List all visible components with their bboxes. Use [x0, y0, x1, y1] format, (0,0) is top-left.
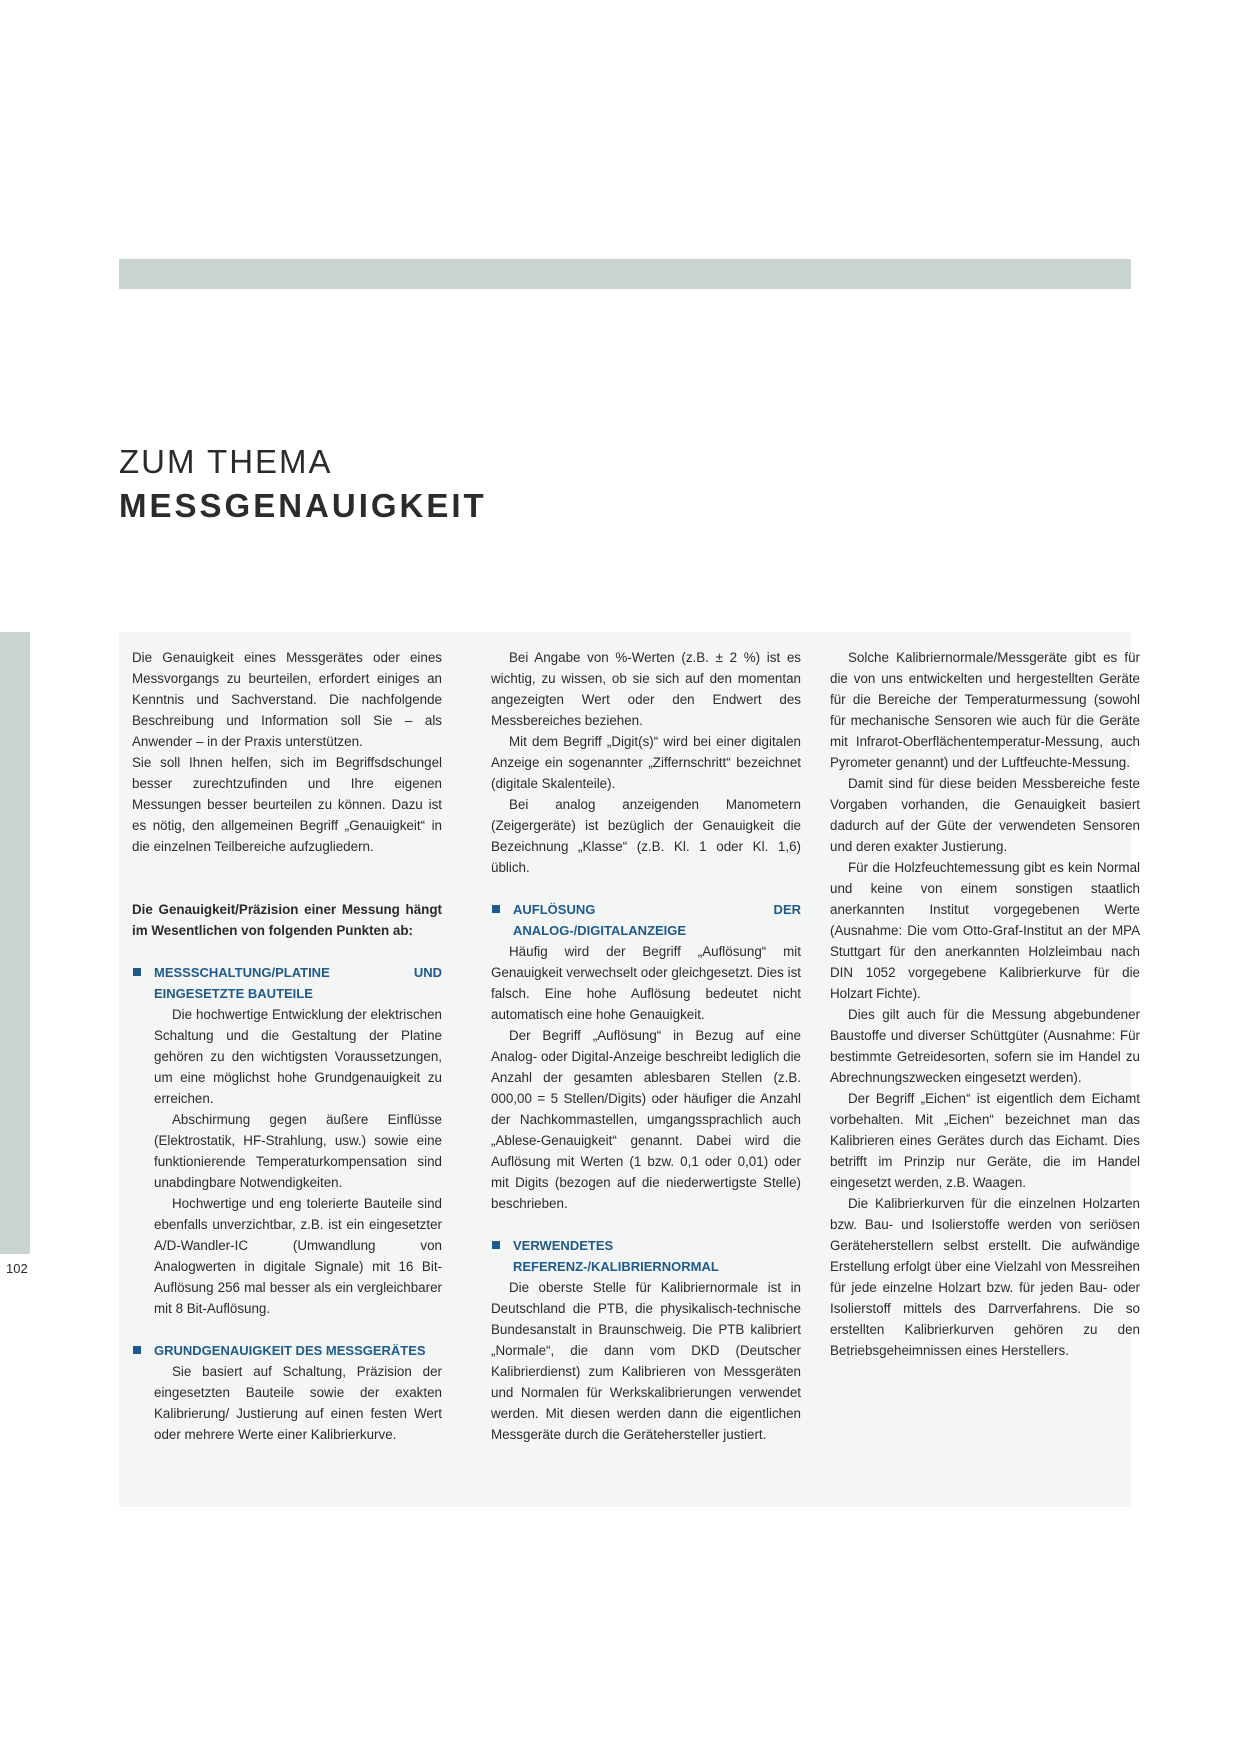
column-1 [132, 647, 442, 1445]
column-2 [491, 647, 801, 1445]
paragraph: Sie basiert auf Schaltung, Präzision der eingesetzten Bauteile sowie der exakten Kalibrierung/ Justierung auf einen festen Wert oder mehrere Werte einer Kalibrierkurve. [154, 1364, 442, 1442]
square-bullet-icon [133, 968, 141, 976]
paragraph: Die Kalibrierkurven für die einzelnen Holzarten bzw. Bau- und Isolierstoffe werden von seriösen Geräteherstellern selbst erstellt. Die aufwändige Erstellung erfolgt über eine Vielzahl von Messreihen für jede einzelne Holzart bzw. für jeden Bau- oder Isolierstoff mittels des Darrverfahrens. Die so erstellten Kalibrierkurven gehören zu den Betriebsgeheimnissen eines Herstellers. [830, 1196, 1140, 1358]
section-heading [491, 1235, 801, 1277]
section-heading [491, 899, 801, 941]
paragraph: Abschirmung gegen äußere Einflüsse (Elektrostatik, HF-Strahlung, usw.) sowie eine funktionierende Temperaturkompensation sind unabdingbare Notwendigkeiten. [154, 1112, 442, 1190]
side-accent-bar [0, 632, 30, 1254]
title-line-2: MESSGENAUIGKEIT [119, 487, 487, 524]
paragraph: Mit dem Begriff „Digit(s)“ wird bei einer digitalen Anzeige ein sogenannter „Ziffernschritt“ bezeichnet (digitale Skalenteile). [491, 734, 801, 791]
paragraph: Die oberste Stelle für Kalibriernormale ist in Deutschland die PTB, die physikalisch-technische Bundesanstalt in Braunschweig. Die PTB kalibriert „Normale“, die dann vom DKD (Deutscher Kalibrierdienst) zum Kalibrieren von Messgeräten und Normalen für Werkskalibrierungen verwendet werden. Mit diesen werden dann die eigentlichen Messgeräte durch die Gerätehersteller justiert. [491, 1280, 801, 1442]
square-bullet-icon [133, 1346, 141, 1354]
paragraph: Bei Angabe von %-Werten (z.B. ± 2 %) ist es wichtig, zu wissen, ob sie sich auf den momentan angezeigten Wert oder den Endwert des Messbereiches beziehen. [491, 650, 801, 728]
page-title [119, 440, 487, 528]
section-heading-text: VERWENDETES REFERENZ-/KALIBRIERNORMAL [513, 1238, 719, 1274]
section-heading [132, 1340, 442, 1361]
paragraph: Für die Holzfeuchtemessung gibt es kein Normal und keine von einem sonstigen staatlich anerkannten Institut vorgegebenen Werte (Ausnahme: Die vom Otto-Graf-Institut an der MPA Stuttgart für den anerkannten Holzleimbau nach DIN 1052 vorgegebene Kalibrierkurve für die Holzart Fichte). [830, 860, 1140, 1001]
paragraph: Der Begriff „Eichen“ ist eigentlich dem Eichamt vorbehalten. Mit „Eichen“ bezeichnet man das Kalibrieren eines Gerätes durch das Eichamt. Dies betrifft im Prinzip nur Geräte, die im Handel eingesetzt werden, z.B. Waagen. [830, 1091, 1140, 1190]
paragraph: Der Begriff „Auflösung“ in Bezug auf eine Analog- oder Digital-Anzeige beschreibt lediglich die Anzahl der gesamten ablesbaren Stellen (z.B. 000,00 = 5 Stellen/Digits) oder häufiger die Anzahl der Nachkommastellen, umgangssprachlich auch „Ablese-Genauigkeit“ genannt. Dabei wird die Auflösung mit Werten (1 bzw. 0,1 oder 0,01) oder mit Digits (bezogen auf die niederwertigste Stelle) beschrieben. [491, 1028, 801, 1211]
section-heading-text: MESSSCHALTUNG/PLATINE UND EINGESETZTE BAUTEILE [154, 965, 442, 1001]
paragraph: Hochwertige und eng tolerierte Bauteile sind ebenfalls unverzichtbar, z.B. ist ein eingesetzter A/D-Wandler-IC (Umwandlung von Analogwerten in digitale Signale) mit 16 Bit-Auflösung 256 mal besser als ein vergleichbarer mit 8 Bit-Auflösung. [154, 1196, 442, 1316]
paragraph: Häufig wird der Begriff „Auflösung“ mit Genauigkeit verwechselt oder gleichgesetzt. Dies ist falsch. Eine hohe Auflösung bedeutet nicht automatisch eine hohe Genauigkeit. [491, 944, 801, 1022]
paragraph: Damit sind für diese beiden Messbereiche feste Vorgaben vorhanden, die Genauigkeit basiert dadurch auf der Güte der verwendeten Sensoren und deren exakter Justierung. [830, 776, 1140, 854]
title-line-1: ZUM THEMA [119, 443, 333, 480]
section-heading [132, 962, 442, 1004]
top-accent-bar [119, 259, 1131, 289]
section-heading-text: GRUNDGENAUIGKEIT DES MESSGERÄTES [154, 1343, 426, 1358]
paragraph: Solche Kalibriernormale/Messgeräte gibt es für die von uns entwickelten und hergestellten Geräte für die Bereiche der Temperaturmessung (sowohl für mechanische Sensoren wie auch für die Geräte mit Infrarot-Oberflächentemperatur-Messung, auch Pyrometer genannt) und der Luftfeuchte-Messung. [830, 650, 1140, 770]
column-3 [830, 647, 1140, 1361]
lead-paragraph: Die Genauigkeit/Präzision einer Messung hängt im Wesentlichen von folgenden Punkten ab: [132, 902, 442, 938]
paragraph: Die Genauigkeit eines Messgerätes oder eines Messvorgangs zu beurteilen, erfordert einiges an Kenntnis und Sachverstand. Die nachfolgende Beschreibung und Information soll Sie – als Anwender – in der Praxis unterstützen. [132, 650, 442, 749]
paragraph: Die hochwertige Entwicklung der elektrischen Schaltung und die Gestaltung der Platine gehören zu den wichtigsten Voraussetzungen, um eine möglichst hohe Grundgenauigkeit zu erreichen. [154, 1007, 442, 1106]
page-number: 102 [6, 1261, 28, 1276]
paragraph: Dies gilt auch für die Messung abgebundener Baustoffe und diverser Schüttgüter (Ausnahme: Für bestimmte Getreidesorten, sofern sie im Handel zu Abrechnungszwecken eingesetzt werden). [830, 1007, 1140, 1085]
paragraph: Sie soll Ihnen helfen, sich im Begriffsdschungel besser zurechtzufinden und Ihre eigenen Messungen besser beurteilen zu können. Dazu ist es nötig, den allgemeinen Begriff „Genauigkeit“ in die einzelnen Teilbereiche aufzugliedern. [132, 755, 442, 854]
square-bullet-icon [492, 1241, 500, 1249]
section-heading-text: AUFLÖSUNG DER ANALOG-/DIGITALANZEIGE [513, 902, 801, 938]
square-bullet-icon [492, 905, 500, 913]
paragraph: Bei analog anzeigenden Manometern (Zeigergeräte) ist bezüglich der Genauigkeit die Bezeichnung „Klasse“ (z.B. Kl. 1 oder Kl. 1,6) üblich. [491, 797, 801, 875]
